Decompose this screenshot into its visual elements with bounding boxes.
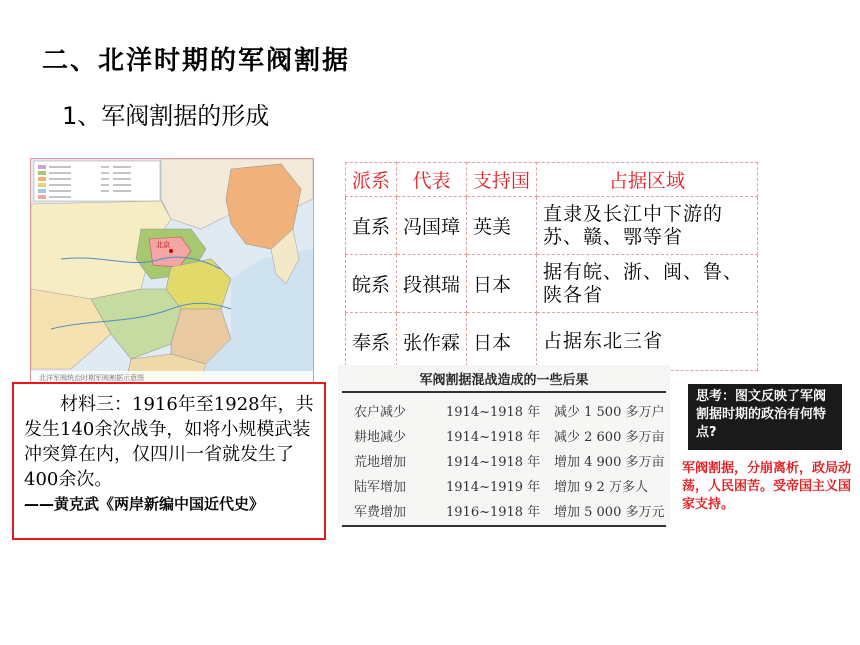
- backer-cell: 日本: [467, 255, 537, 313]
- faction-cell: 奉系: [346, 313, 397, 371]
- header-leader: 代表: [397, 163, 467, 197]
- slide-subtitle: 1、军阀割据的形成: [62, 102, 270, 130]
- faction-cell: 直系: [346, 197, 397, 255]
- item-cell: 军费增加: [354, 505, 407, 520]
- item-cell: 荒地增加: [354, 455, 407, 470]
- value-cell: 减少 2 600 多万亩: [554, 430, 665, 445]
- item-cell: 陆军增加: [354, 480, 407, 495]
- value-cell: 减少 1 500 多万户: [554, 405, 665, 420]
- value-cell: 增加 9 2 万多人: [554, 480, 648, 495]
- period-cell: 1914~1919 年: [446, 480, 541, 495]
- table-row: [346, 197, 758, 255]
- consequences-table: [338, 365, 670, 527]
- header-region: 占据区域: [537, 163, 758, 197]
- quote-text: 材料三：1916年至1928年，共发生140余次战争，如将小规模武装冲突算在内，仅四川一省就发生了400余次。: [24, 394, 314, 490]
- map-caption: 北洋军阀统治时期军阀割据示意图: [39, 374, 144, 382]
- table-row: [342, 422, 666, 446]
- leader-cell: 段祺瑞: [397, 255, 467, 313]
- period-cell: 1914~1918 年: [446, 430, 541, 445]
- table-row: [342, 472, 666, 496]
- faction-table: [345, 162, 758, 371]
- period-cell: 1914~1918 年: [446, 405, 541, 420]
- quote-source: ——黄克武《两岸新编中国近代史》: [24, 495, 265, 513]
- backer-cell: 英美: [467, 197, 537, 255]
- leader-cell: 冯国璋: [397, 197, 467, 255]
- region-cell: 占据东北三省: [537, 313, 758, 371]
- think-question-box: 思考：图文反映了军阀割据时期的政治有何特点?: [688, 384, 842, 450]
- region-cell: 直隶及长江中下游的苏、赣、鄂等省: [537, 197, 758, 255]
- header-backer: 支持国: [467, 163, 537, 197]
- period-cell: 1916~1918 年: [446, 505, 541, 520]
- value-cell: 增加 4 900 多万亩: [554, 455, 665, 470]
- map-capital-label: 北京: [156, 241, 170, 249]
- table-row: [346, 255, 758, 313]
- consequences-title: 军阀割据混战造成的一些后果: [419, 373, 589, 388]
- answer-text: 军阀割据，分崩离析，政局动荡，人民困苦。受帝国主义国家支持。: [682, 461, 852, 512]
- value-cell: 增加 5 000 多万元: [554, 505, 665, 520]
- table-row: [342, 397, 666, 421]
- header-faction: 派系: [346, 163, 397, 197]
- item-cell: 耕地减少: [354, 430, 407, 445]
- faction-cell: 皖系: [346, 255, 397, 313]
- table-row: [346, 313, 758, 371]
- backer-cell: 日本: [467, 313, 537, 371]
- leader-cell: 张作霖: [397, 313, 467, 371]
- item-cell: 农户减少: [354, 405, 407, 420]
- quote-box: [12, 382, 326, 540]
- region-cell: 据有皖、浙、闽、鲁、陕各省: [537, 255, 758, 313]
- slide-title: 二、北洋时期的军阀割据: [42, 46, 351, 76]
- table-row: [342, 447, 666, 471]
- period-cell: 1914~1918 年: [446, 455, 541, 470]
- table-row: [342, 497, 666, 521]
- warlord-map: [30, 158, 314, 384]
